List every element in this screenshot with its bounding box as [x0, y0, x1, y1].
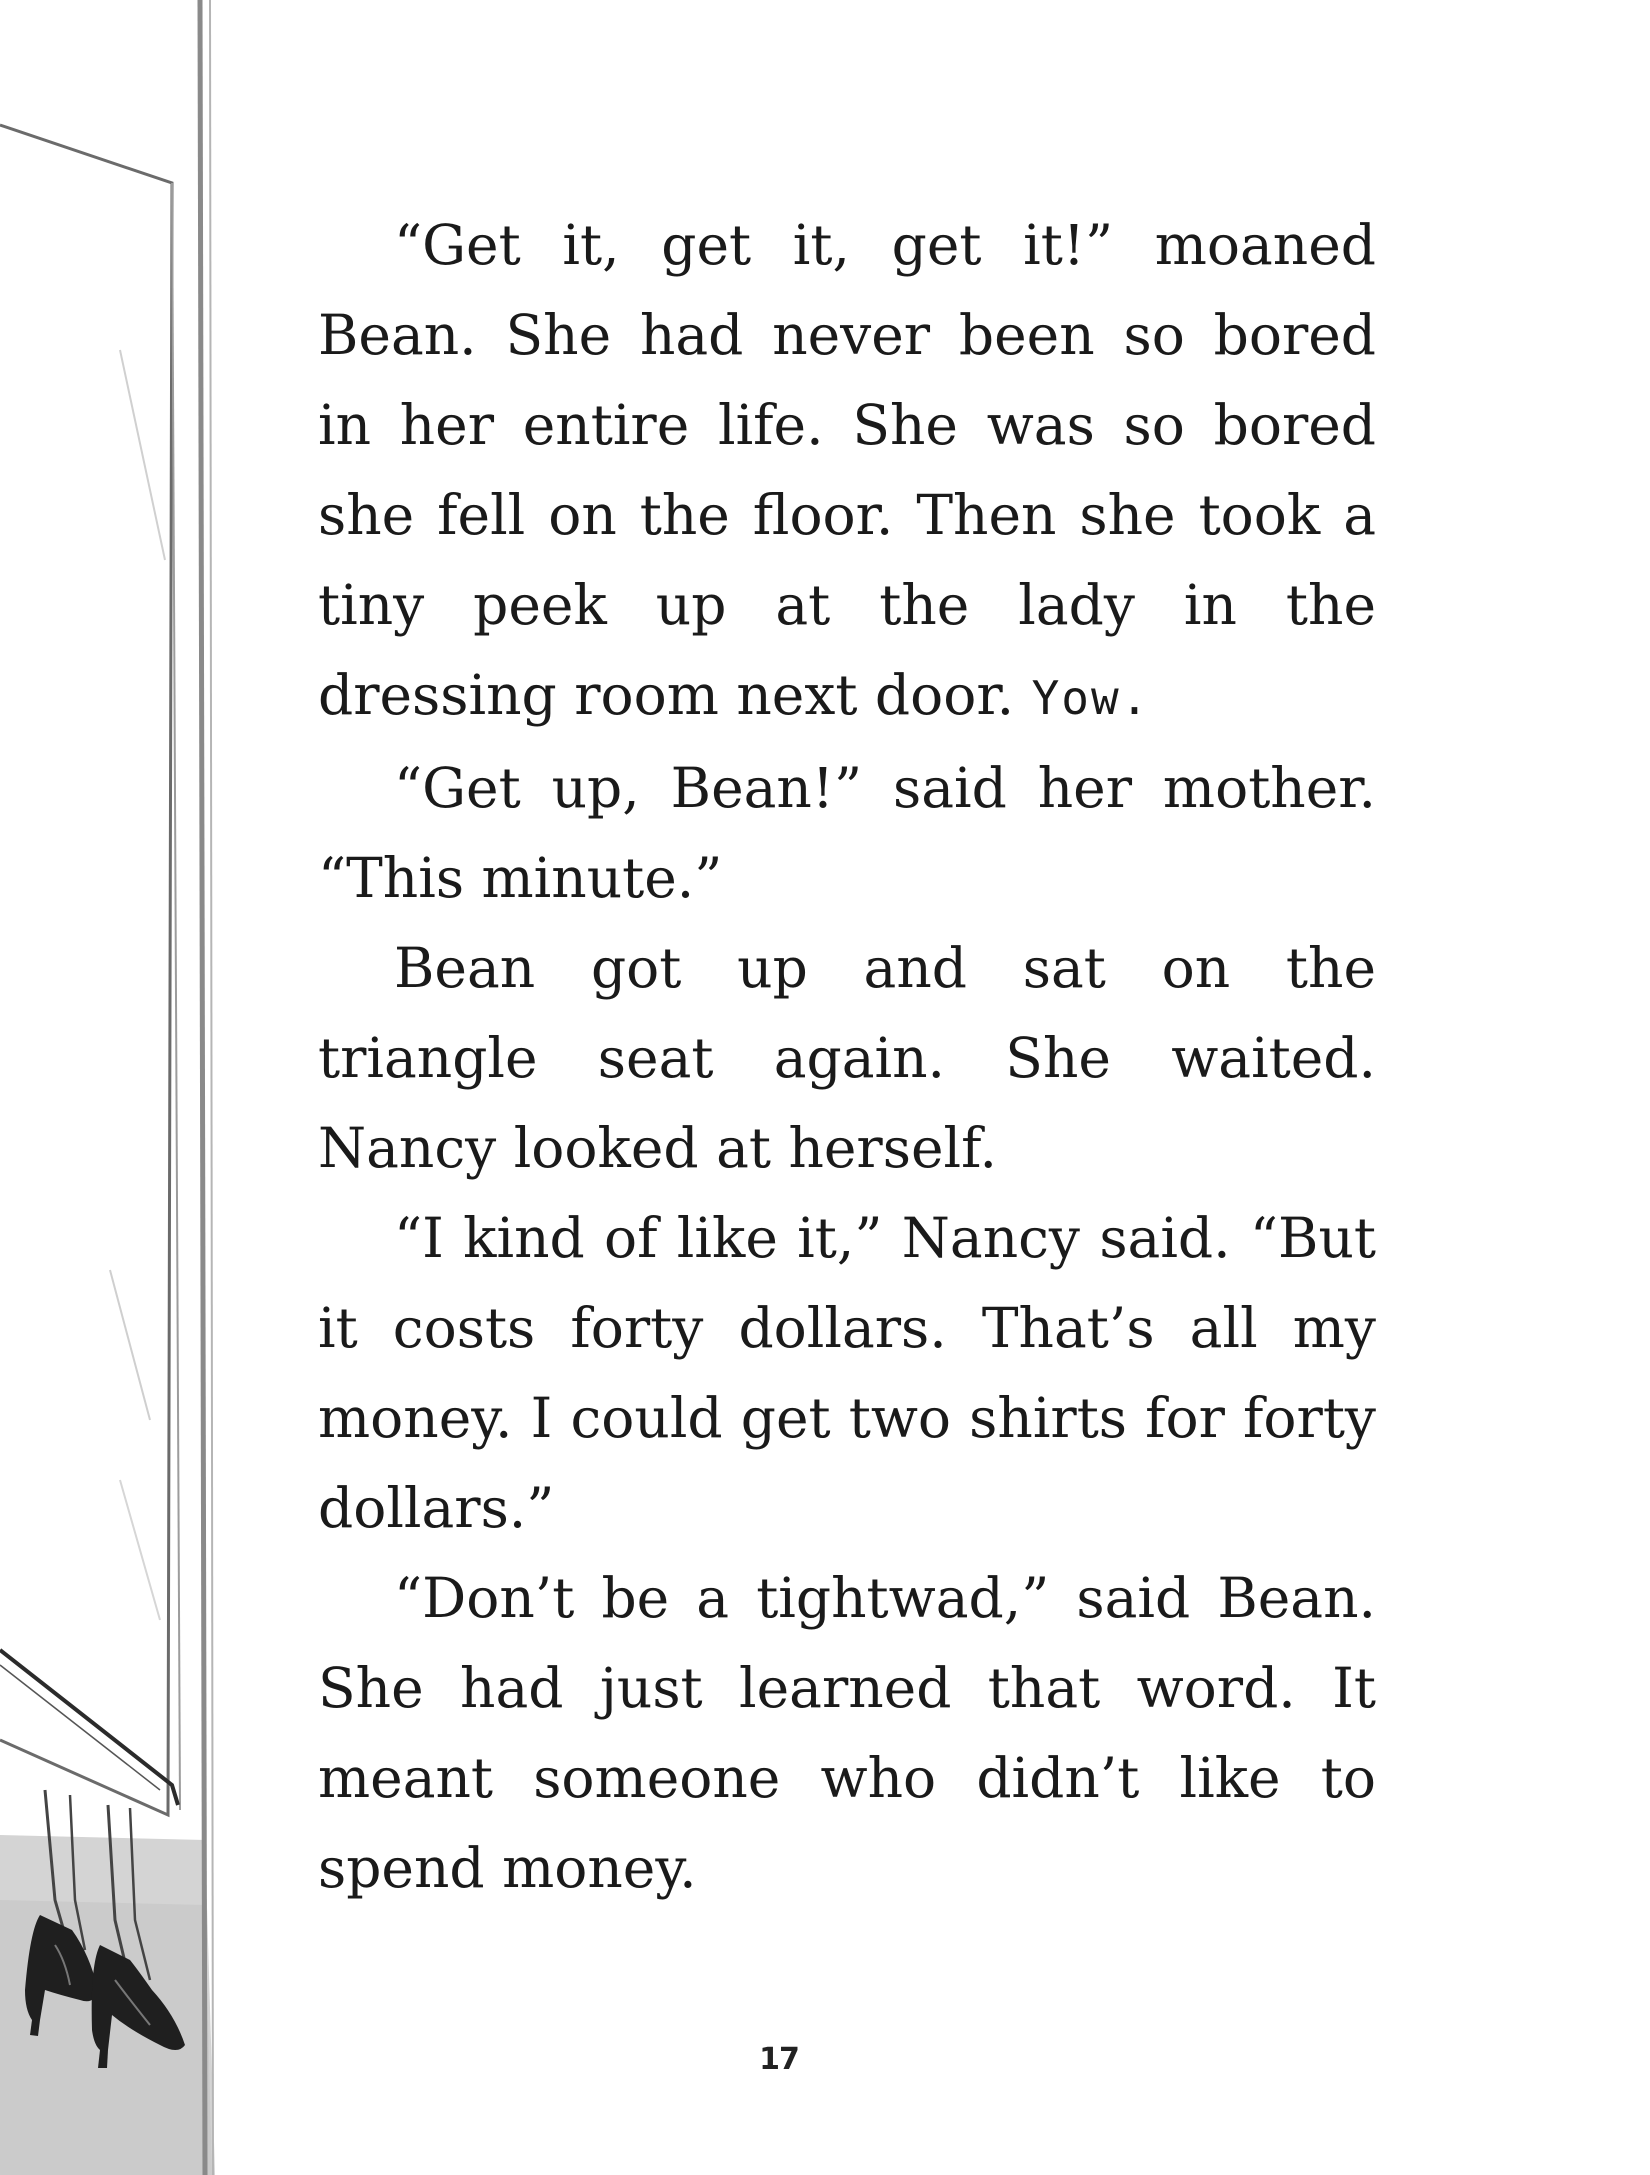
paragraph-4: “I kind of like it,” Nancy said. “But it costs forty dollars. That’s all my money. I could get two shirts for forty dollars.”	[318, 1206, 1376, 1540]
paragraph-5: “Don’t be a tightwad,” said Bean. She had just learned that word. It meant someone who didn’t like to spend money.	[318, 1566, 1376, 1900]
paragraph-3: Bean got up and sat on the triangle seat again. She waited. Nancy looked at herself.	[318, 936, 1376, 1180]
sound-effect-yow: Yow.	[1031, 671, 1151, 725]
mirror-frame	[0, 125, 172, 1815]
curtain-hem	[0, 1650, 178, 1805]
paragraph-1	[318, 200, 1376, 743]
paragraph-1-text: “Get it, get it, get it!” moaned Bean. She had never been so bored in her entire life. She was so bored she fell on the floor. Then she took a tiny peek up at the lady in the dressing room next door.	[318, 213, 1376, 727]
paragraph-2: “Get up, Bean!” said her mother. “This minute.”	[318, 756, 1376, 910]
dressing-room-illustration	[0, 0, 220, 2175]
story-text	[318, 200, 1376, 1913]
page-number: 17	[759, 2042, 799, 2077]
